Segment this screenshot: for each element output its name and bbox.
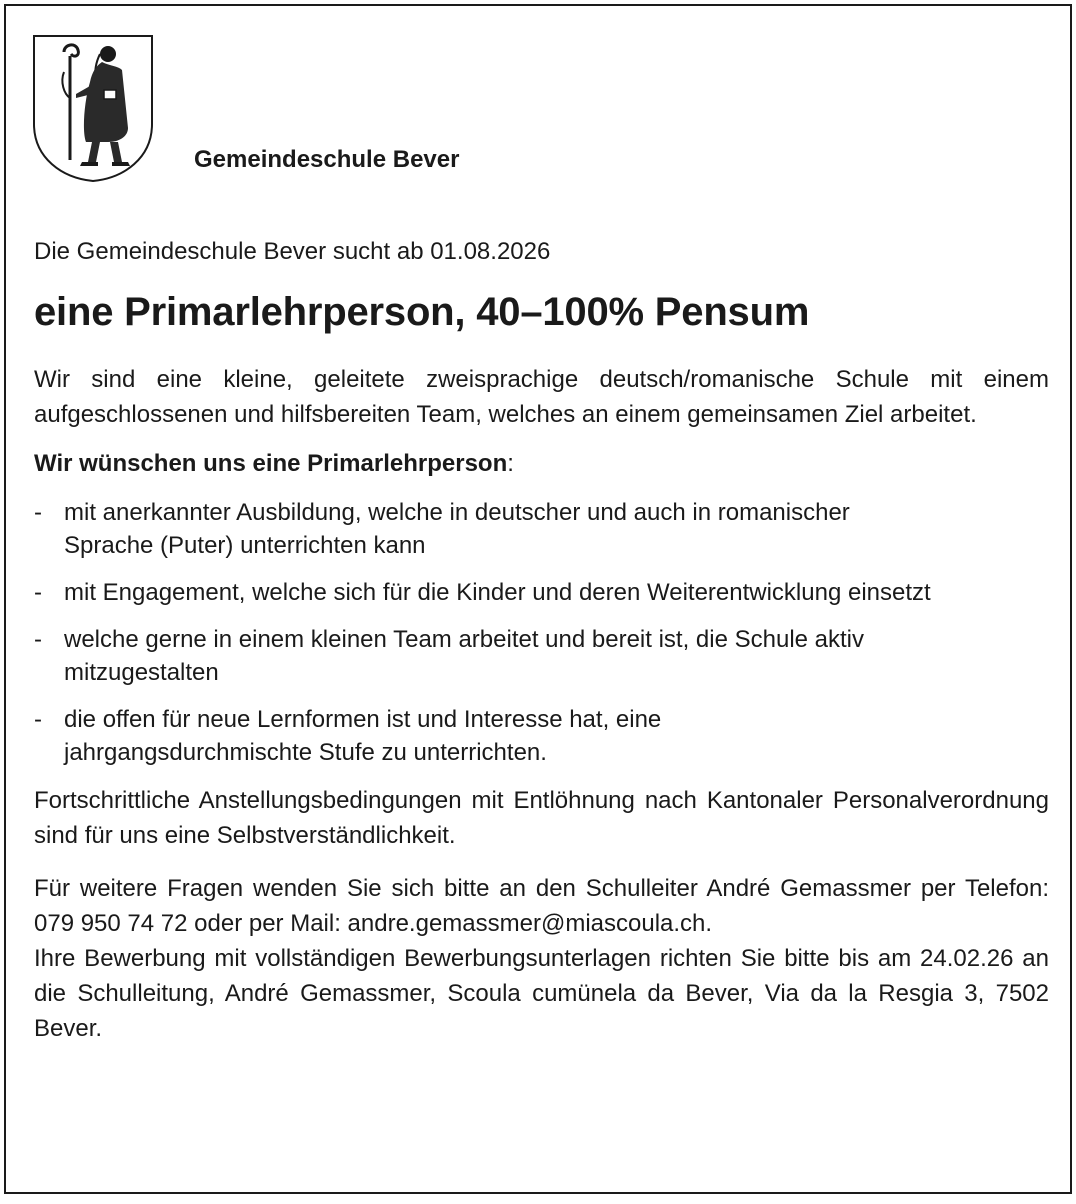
school-description: Wir sind eine kleine, geleitete zweisprachige deutsch/romanische Schule mit einem aufgeschlossenen und hilfsbereiten Team, welches an einem gemeinsamen Ziel arbeitet. xyxy=(34,366,1049,428)
bullet-dash: - xyxy=(34,706,42,733)
application-info: Ihre Bewerbung mit vollständigen Bewerbungsunterlagen richten Sie bitte bis am 24.02.26 an die Schulleitung, André Gemassmer, Scoula cumünela da Bever, Via da la Resgia 3, 7502 Bever. xyxy=(34,945,1049,1042)
bever-coat-of-arms-icon xyxy=(30,32,156,184)
employment-conditions: Fortschrittliche Anstellungsbedingungen mit Entlöhnung nach Kantonaler Personalverordnung sind für uns eine Selbstverständlichkeit. xyxy=(34,787,1049,849)
requirements-heading xyxy=(34,448,1049,480)
contact-info: Für weitere Fragen wenden Sie sich bitte an den Schulleiter André Gemassmer per Telefon: 079 950 74 72 oder per Mail: andre.gemassmer@miascoula.ch. xyxy=(34,875,1049,937)
requirements-heading-text: Wir wünschen uns eine Primarlehrperson xyxy=(34,450,508,477)
ad-body xyxy=(34,236,1049,1046)
requirement-text: welche gerne in einem kleinen Team arbeitet und bereit ist, die Schule aktiv mitzugestalten xyxy=(64,626,865,686)
organization-name: Gemeindeschule Bever xyxy=(194,146,460,173)
requirement-item xyxy=(34,576,944,609)
requirement-text: die offen für neue Lernformen ist und Interesse hat, eine jahrgangsdurchmischte Stufe zu unterrichten. xyxy=(64,706,662,766)
intro-line: Die Gemeindeschule Bever sucht ab 01.08.2026 xyxy=(34,238,551,265)
requirement-item xyxy=(34,623,904,689)
job-advertisement xyxy=(4,4,1072,1194)
requirement-item xyxy=(34,703,824,769)
bullet-dash: - xyxy=(34,626,42,653)
requirement-text: mit anerkannter Ausbildung, welche in deutscher und auch in romanischer Sprache (Puter) unterrichten kann xyxy=(64,499,850,559)
bullet-dash: - xyxy=(34,579,42,606)
requirements-list xyxy=(34,496,1049,769)
requirement-item xyxy=(34,496,944,562)
bullet-dash: - xyxy=(34,499,42,526)
job-title: eine Primarlehrperson, 40–100% Pensum xyxy=(34,290,810,334)
requirements-heading-colon: : xyxy=(507,450,514,477)
requirement-text: mit Engagement, welche sich für die Kinder und deren Weiterentwicklung einsetzt xyxy=(64,579,931,606)
